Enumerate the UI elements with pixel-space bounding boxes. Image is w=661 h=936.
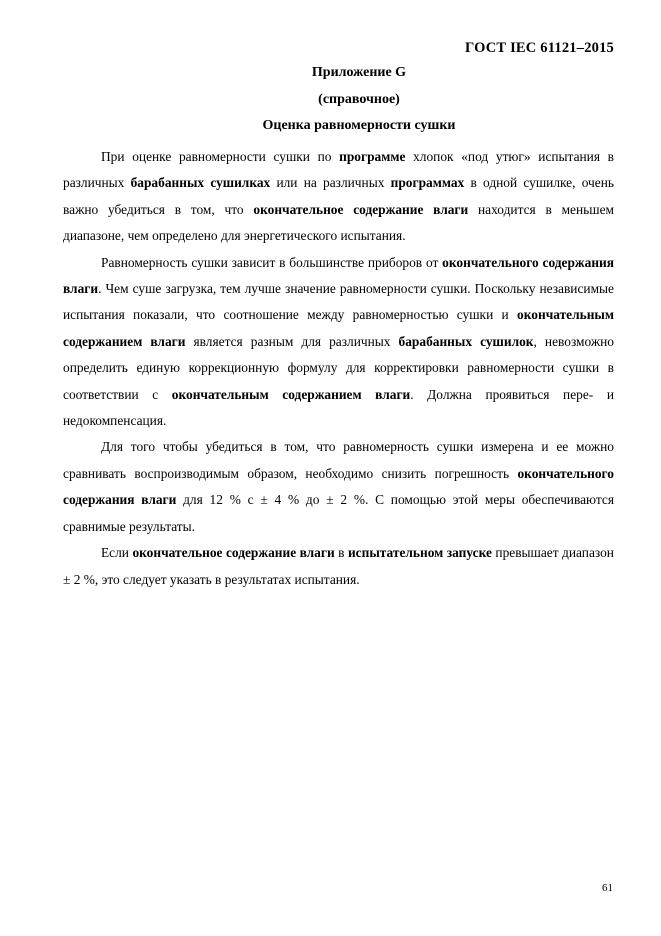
page-number: 61 (602, 882, 613, 894)
text-run: . Должна проявиться пере- и недокомпенсация. (63, 386, 614, 429)
paragraph-4 (63, 540, 614, 593)
bold-term: испытательном запуске (347, 545, 492, 561)
body-text (63, 144, 614, 593)
text-run: находится в меньшем диапазоне, чем определено для энергетического испытания. (63, 201, 614, 244)
text-run: При оценке равномерности сушки по (101, 149, 340, 164)
text-run: превышает диапазон ± 2 %, это следует указать в результатах испытания. (63, 545, 614, 587)
bold-term: окончательного содержания влаги (63, 254, 615, 297)
text-run: , невозможно определить единую коррекционную формулу для корректировки равномерности сушки в соответствии с (63, 333, 614, 402)
bold-term: окончательное содержание влаги (132, 545, 335, 561)
text-run: Если (101, 545, 133, 561)
text-run: для 12 % с ± 4 % до ± 2 %. С помощью этой меры обеспечиваются сравнимые результаты. (63, 492, 614, 534)
appendix-heading: Оценка равномерности сушки (262, 118, 456, 133)
text-run: хлопок «под утюг» испытания в различных (63, 149, 615, 191)
document-code: ГОСТ IEC 61121–2015 (465, 40, 614, 56)
bold-term: окончательным содержанием влаги (171, 386, 411, 402)
paragraph-1 (63, 144, 614, 250)
text-run: в одной сушилке, очень важно убедиться в том, что (63, 175, 614, 217)
text-run: или на различных (270, 175, 391, 191)
bold-term: окончательным содержанием влаги (63, 307, 614, 349)
text-run: . Чем суше загрузка, тем лучше значение равномерности сушки. Поскольку независимые испытания показали, что соотношение между равномерностью сушки и (63, 281, 614, 323)
text-run: в (334, 545, 348, 561)
text-run: Для того чтобы убедиться в том, что равномерность сушки измерена и ее можно сравнивать воспроизводимым образом, необходимо снизить погрешность (63, 439, 614, 481)
bold-term: окончательного содержания влаги (63, 465, 614, 508)
paragraph-3 (63, 434, 614, 540)
appendix-title: Приложение G (311, 65, 407, 80)
text-run: является разным для различных (185, 333, 399, 349)
appendix-subtitle: (справочное) (318, 92, 400, 107)
bold-term: программе (339, 149, 406, 164)
paragraph-2 (63, 250, 614, 435)
bold-term: программах (390, 175, 465, 191)
bold-term: барабанных сушилок (398, 333, 534, 349)
bold-term: барабанных сушилках (130, 175, 271, 191)
bold-term: окончательное содержание влаги (253, 201, 469, 217)
text-run: Равномерность сушки зависит в большинстве приборов от (101, 254, 443, 270)
